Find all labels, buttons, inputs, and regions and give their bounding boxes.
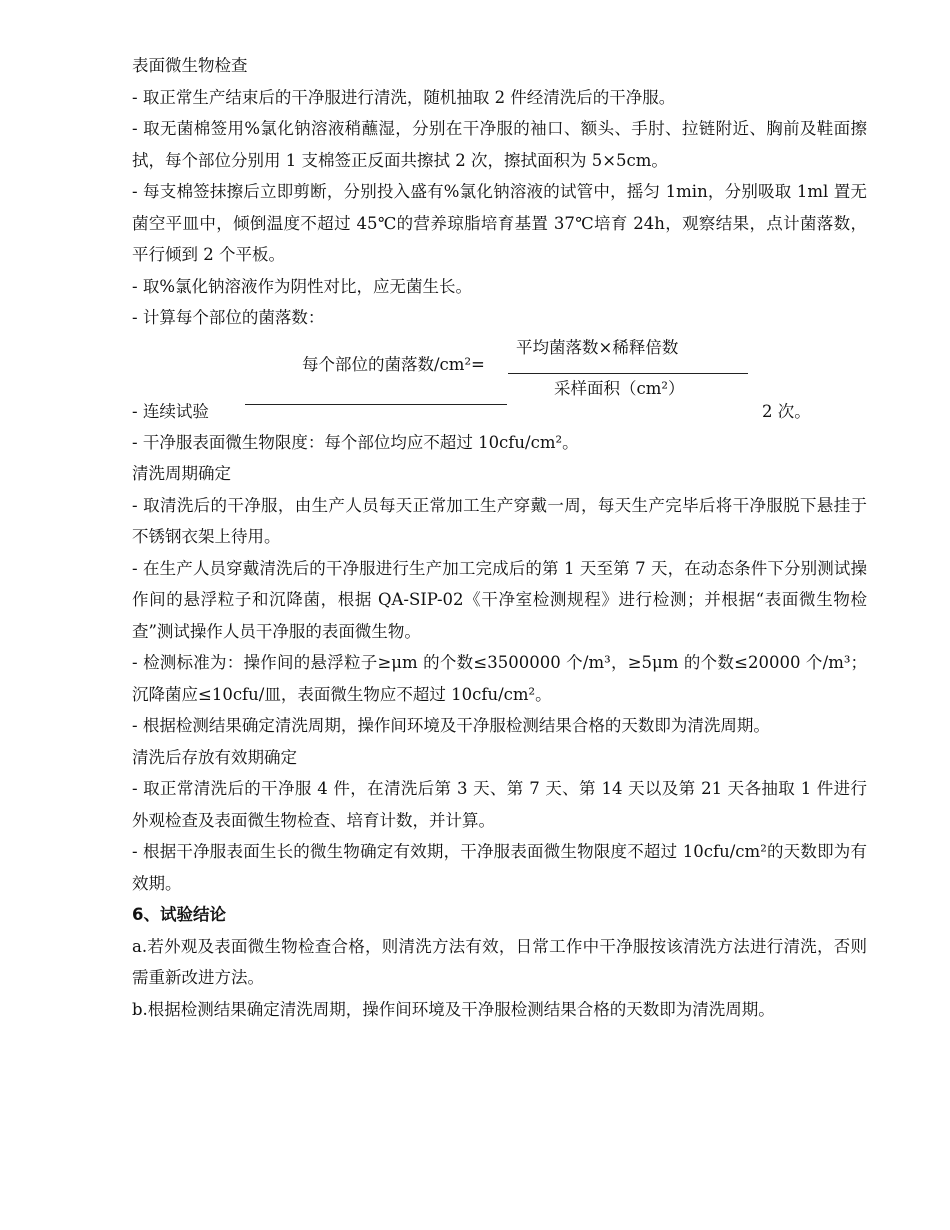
surface-item-4: - 取%氯化钠溶液作为阴性对比，应无菌生长。: [132, 276, 472, 296]
surface-item-3: - 每支棉签抹擦后立即剪断，分别投入盛有%氯化钠溶液的试管中，摇匀 1min，分别吸取 1ml 置无菌空平皿中，倾倒温度不超过 45℃的营养琼脂培育基置 37℃培育 24h，观察结果，点计菌落数，平行倾到 2 个平板。: [132, 182, 867, 264]
document-page: [132, 50, 867, 1025]
conclusion-heading: 6、试验结论: [132, 905, 226, 924]
cycle-item-3: - 检测标准为：操作间的悬浮粒子≥μm 的个数≤3500000 个/m³，≥5μm 的个数≤20000 个/m³；沉降菌应≤10cfu/皿，表面微生物应不超过 10cfu/cm²。: [132, 653, 867, 704]
surface-item-2: - 取无菌棉签用%氯化钠溶液稍蘸湿，分别在干净服的袖口、额头、手肘、拉链附近、胸前及鞋面擦拭，每个部位分别用 1 支棉签正反面共擦拭 2 次，擦拭面积为 5×5cm。: [132, 119, 867, 170]
surface-heading: 表面微生物检查: [132, 56, 248, 75]
formula-denominator: 采样面积（cm²）: [554, 378, 685, 398]
continuous-test-label: - 连续试验: [132, 401, 209, 421]
formula-left: 每个部位的菌落数/cm²=: [302, 354, 485, 374]
colony-formula: [132, 334, 867, 396]
cycle-item-2: - 在生产人员穿戴清洗后的干净服进行生产加工完成后的第 1 天至第 7 天，在动态条件下分别测试操作间的悬浮粒子和沉降菌，根据 QA-SIP-02《干净室检测规程》进行检测；并根据“表面微生物检查”测试操作人员干净服的表面微生物。: [132, 558, 867, 641]
continuous-test-line: [132, 396, 867, 427]
cycle-heading: 清洗周期确定: [132, 464, 231, 483]
surface-item-5: - 计算每个部位的菌落数：: [132, 308, 325, 327]
surface-limit: - 干净服表面微生物限度：每个部位均应不超过 10cfu/cm²。: [132, 432, 579, 452]
formula-numerator: 平均菌落数×稀释倍数: [516, 337, 679, 357]
blank-underline: [245, 404, 507, 405]
storage-item-2: - 根据干净服表面生长的微生物确定有效期，干净服表面微生物限度不超过 10cfu/cm²的天数即为有效期。: [132, 842, 867, 893]
surface-item-1: - 取正常生产结束后的干净服进行清洗，随机抽取 2 件经清洗后的干净服。: [132, 87, 676, 107]
conclusion-item-a: a.若外观及表面微生物检查合格，则清洗方法有效，日常工作中干净服按该清洗方法进行清洗，否则需重新改进方法。: [132, 936, 867, 987]
conclusion-item-b: b.根据检测结果确定清洗周期，操作间环境及干净服检测结果合格的天数即为清洗周期。: [132, 999, 775, 1019]
continuous-test-count: 2 次。: [762, 401, 811, 421]
storage-item-1: - 取正常清洗后的干净服 4 件，在清洗后第 3 天、第 7 天、第 14 天以及第 21 天各抽取 1 件进行外观检查及表面微生物检查、培育计数，并计算。: [132, 779, 867, 830]
cycle-item-1: - 取清洗后的干净服，由生产人员每天正常加工生产穿戴一周，每天生产完毕后将干净服脱下悬挂于不锈钢衣架上待用。: [132, 495, 867, 546]
storage-heading: 清洗后存放有效期确定: [132, 747, 297, 767]
cycle-item-4: - 根据检测结果确定清洗周期，操作间环境及干净服检测结果合格的天数即为清洗周期。: [132, 716, 770, 735]
